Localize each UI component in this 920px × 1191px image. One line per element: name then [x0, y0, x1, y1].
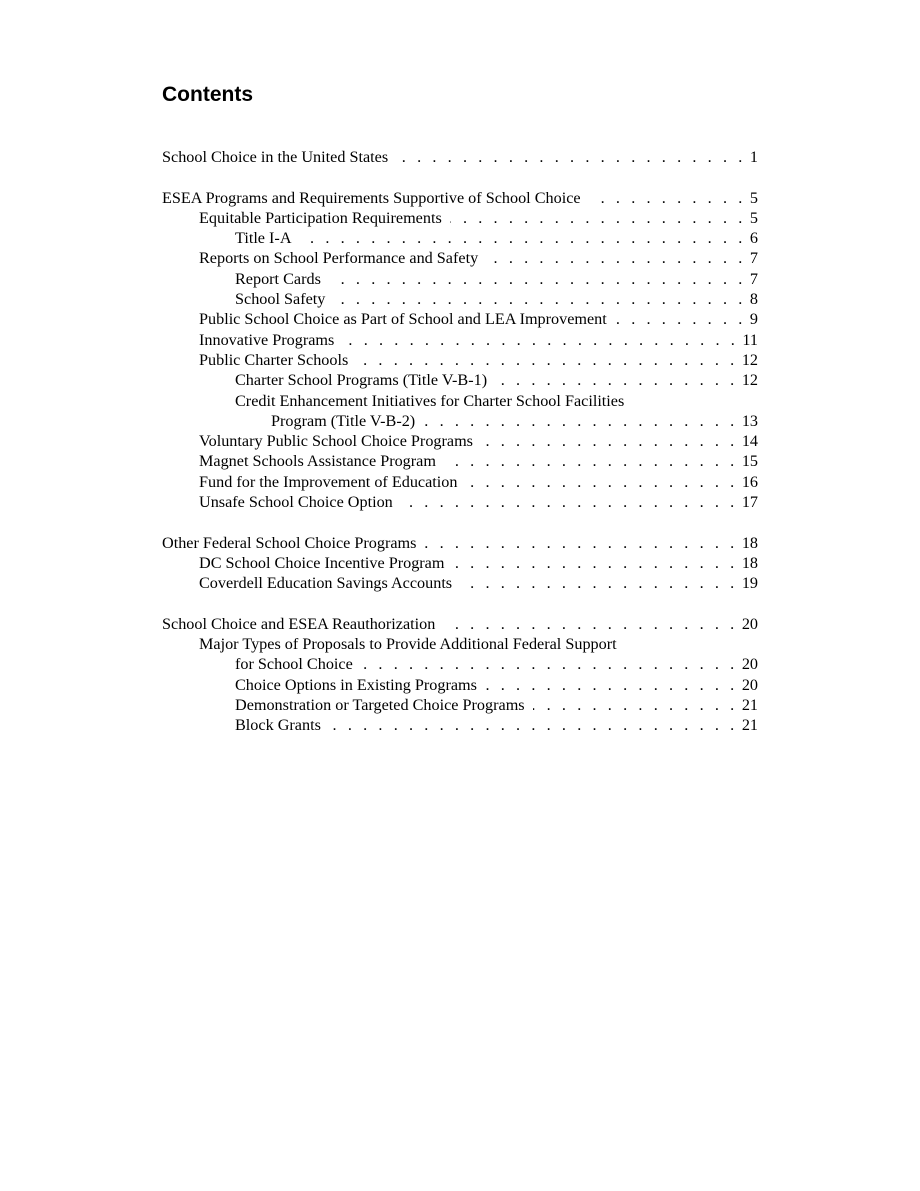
dot-leader — [396, 147, 746, 167]
toc-entry[interactable] — [162, 370, 758, 390]
toc-entry-page: 12 — [741, 371, 758, 390]
toc-entry-page: 20 — [741, 655, 758, 674]
dot-leader — [443, 614, 737, 634]
toc-entry[interactable] — [162, 573, 758, 593]
toc-entry-page: 7 — [749, 269, 758, 288]
toc-entry[interactable] — [162, 208, 758, 228]
toc-entry-page: 15 — [741, 452, 758, 471]
toc-entry-page: 9 — [749, 310, 758, 329]
toc-entry-page: 5 — [749, 188, 758, 207]
toc-entry-page: 13 — [741, 411, 758, 430]
toc-entry[interactable] — [162, 614, 758, 634]
toc-entry-continued-start[interactable] — [162, 391, 758, 411]
toc-entry-label: Choice Options in Existing Programs — [235, 675, 477, 694]
toc-entry-page: 16 — [741, 472, 758, 491]
dot-leader — [401, 492, 738, 512]
toc-entry-page: 19 — [741, 574, 758, 593]
dot-leader — [485, 675, 738, 695]
toc-entry-page: 5 — [749, 208, 758, 227]
toc-entry-label: Demonstration or Targeted Choice Programs — [235, 696, 525, 715]
toc-entry-label: School Choice and ESEA Reauthorization — [162, 614, 436, 633]
dot-leader — [444, 451, 738, 471]
contents-heading: Contents — [162, 83, 253, 106]
toc-entry-label: School Choice in the United States — [162, 148, 389, 166]
dot-leader — [495, 370, 738, 390]
toc-entry[interactable] — [162, 533, 758, 553]
toc-entry-label: Unsafe School Choice Option — [199, 493, 393, 512]
toc-entry[interactable] — [162, 330, 758, 350]
toc-entry-label: ESEA Programs and Requirements Supportive of School Choice — [162, 188, 581, 207]
dot-leader — [466, 472, 738, 492]
toc-entry-label: Charter School Programs (Title V-B-1) — [235, 371, 488, 390]
dot-leader — [589, 188, 746, 208]
toc-entry[interactable] — [162, 269, 758, 289]
toc-entry[interactable] — [162, 248, 758, 268]
dot-leader — [329, 269, 746, 289]
dot-leader — [423, 411, 738, 431]
toc-list — [162, 147, 758, 736]
toc-entry[interactable] — [162, 350, 758, 370]
toc-entry[interactable] — [162, 289, 758, 309]
toc-entry[interactable] — [162, 675, 758, 695]
toc-entry[interactable] — [162, 553, 758, 573]
toc-entry[interactable] — [162, 188, 758, 208]
dot-leader — [342, 330, 738, 350]
toc-entry-page: 14 — [741, 432, 758, 451]
dot-leader — [424, 533, 737, 553]
toc-entry-page: 21 — [741, 696, 758, 715]
dot-leader — [533, 695, 738, 715]
toc-entry-page: 18 — [741, 533, 758, 552]
toc-entry-label: for School Choice — [235, 655, 353, 674]
dot-leader — [333, 289, 746, 309]
toc-entry-label: Coverdell Education Savings Accounts — [199, 574, 453, 593]
toc-entry-page: 21 — [741, 716, 758, 735]
toc-entry[interactable] — [162, 147, 758, 167]
toc-entry-page: 8 — [749, 290, 758, 309]
dot-leader — [361, 654, 738, 674]
toc-entry[interactable] — [162, 228, 758, 248]
dot-leader — [356, 350, 738, 370]
toc-entry-page: 12 — [741, 350, 758, 369]
dot-leader — [615, 309, 746, 329]
dot-leader — [450, 208, 746, 228]
toc-entry[interactable] — [162, 715, 758, 735]
dot-leader — [452, 553, 737, 573]
dot-leader — [460, 573, 738, 593]
dot-leader — [329, 715, 738, 735]
toc-entry-label: Equitable Participation Requirements — [199, 208, 442, 227]
toc-entry-page: 18 — [741, 553, 758, 572]
toc-entry-label: DC School Choice Incentive Program — [199, 553, 445, 572]
toc-entry-label: Reports on School Performance and Safety — [199, 249, 479, 268]
toc-entry[interactable] — [162, 431, 758, 451]
toc-entry-page: 7 — [749, 249, 758, 268]
toc-entry[interactable] — [162, 654, 758, 674]
toc-entry-label: Title I-A — [235, 229, 292, 248]
toc-entry[interactable] — [162, 695, 758, 715]
dot-leader — [481, 431, 738, 451]
toc-entry-label: School Safety — [235, 290, 326, 309]
toc-entry-label: Credit Enhancement Initiatives for Charter School Facilities — [235, 391, 625, 410]
toc-entry-page: 20 — [741, 675, 758, 694]
toc-entry-label: Public School Choice as Part of School and LEA Improvement — [199, 310, 607, 329]
toc-entry-page: 1 — [749, 148, 758, 166]
toc-entry-label: Public Charter Schools — [199, 350, 349, 369]
toc-entry-label: Fund for the Improvement of Education — [199, 472, 458, 491]
toc-entry-label: Magnet Schools Assistance Program — [199, 452, 436, 471]
toc-entry-continued-start[interactable] — [162, 634, 758, 654]
dot-leader — [486, 248, 746, 268]
toc-entry-label: Voluntary Public School Choice Programs — [199, 432, 473, 451]
toc-entry-label: Program (Title V-B-2) — [271, 411, 416, 430]
toc-entry-page: 17 — [741, 493, 758, 512]
toc-entry[interactable] — [162, 492, 758, 512]
toc-entry-label: Block Grants — [235, 716, 321, 735]
toc-entry[interactable] — [162, 309, 758, 329]
toc-entry-label: Major Types of Proposals to Provide Additional Federal Support — [199, 635, 617, 654]
toc-entry[interactable] — [162, 451, 758, 471]
toc-entry-label: Report Cards — [235, 269, 321, 288]
toc-entry-label: Other Federal School Choice Programs — [162, 533, 417, 552]
toc-entry-label: Innovative Programs — [199, 330, 335, 349]
toc-entry[interactable] — [162, 472, 758, 492]
dot-leader — [300, 228, 746, 248]
toc-entry-page: 6 — [749, 229, 758, 248]
toc-entry-page: 11 — [742, 330, 758, 349]
toc-entry[interactable] — [162, 411, 758, 431]
toc-entry-page: 20 — [741, 614, 758, 633]
